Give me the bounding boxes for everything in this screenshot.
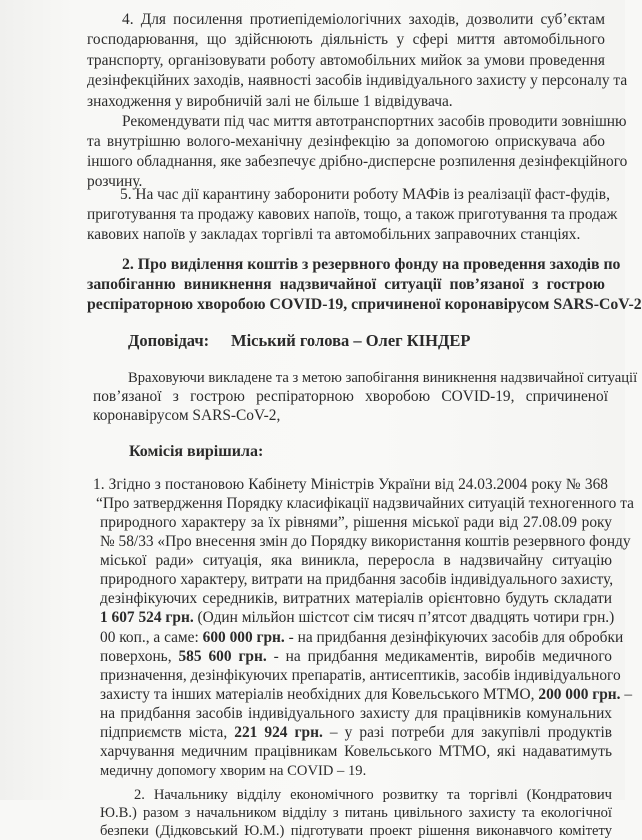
decided-label: Комісія вирішила: [129,443,264,460]
item1-line: 1. Згідно з постановою Кабінету Міністрів України від 24.03.2004 року № 368 [93,476,608,493]
line-text: - на придбання медикаментів, виробів медичного [266,648,612,665]
line-text: - на придбання дезінфікуючих засобів для обробки [284,629,624,646]
considering-line: Враховуючи викладене та з метою запобігання виникнення надзвичайної ситуації [128,370,638,386]
recommend-line: іншого обладнання, яке забезпечує дрібно-дисперсне розпилення дезінфекційного [87,153,628,170]
line-text: захисту та інших матеріалів необхідних для Ковельського МТМО, [100,686,539,703]
item1-line: дезінфікуючих середників, витратних матеріалів орієнтовно будуть складати [100,590,612,607]
considering-line: пов’язаної з гострою респіраторною хворобою COVID-19, спричиненої [93,388,608,405]
item1-line [100,609,615,627]
para4-line: знаходження у виробничій залі не більше 1 відвідувача. [87,93,453,110]
para4-line: 4. Для посилення протиепідеміологічних заходів, дозволити суб’єктам [122,11,605,28]
item1-line [100,648,612,666]
line-text: – [620,686,633,703]
item1-line: медичну допомогу хворим на COVID – 19. [100,763,367,779]
item1-line: “Про затвердження Порядку класифікації надзвичайних ситуацій техногенного та [96,495,634,512]
item1-line [100,686,633,704]
amount-medicines: 585 600 грн. [178,648,267,665]
item2-line: 2. Начальнику відділу економічного розвитку та торгівлі (Кондратович [134,787,612,803]
para4-line: дезінфекційних заходів, наявності засобів індивідуального захисту у персоналу та [87,72,628,89]
line-text: поверхонь, [100,648,179,665]
speaker-label: Доповідач: [128,331,210,350]
amount-ppe: 200 000 грн. [538,686,621,703]
item1-line: харчування медичним працівникам Ковельського МТМО, які надаватимуть [100,743,612,760]
item1-line: № 58/33 «Про внесення змін до Порядку використання коштів резервного фонду [100,533,631,550]
recommend-line: розчину. [87,173,143,190]
amount-total: 1 607 524 грн. [100,609,194,626]
para5-line: приготування та продажу кавових напоїв, тощо, а також приготування та продаж [87,206,618,223]
item1-line [100,629,624,647]
amount-disinfectants: 600 000 грн. [202,629,285,646]
speaker-name: Міський голова – Олег КІНДЕР [231,331,471,350]
section-heading-line: запобіганню виникнення надзвичайної ситуації пов’язаної з гострою [87,276,605,293]
recommend-line: та внутрішню волого-механічну дезінфекцію за допомогою оприскувача або [87,133,605,150]
para4-line: господарювання, що здійснюють діяльність у сфері миття автомобільного [87,31,605,48]
item2-line: безпеки (Дідковський Ю.М.) підготувати проект рішення виконавчого комітету [100,823,612,839]
item1-line: міської ради» ситуація, яка виникла, переросла в надзвичайну ситуацію [100,552,612,569]
line-text: – у разі потреби для закупівлі продуктів [322,724,612,741]
para4-line: транспорту, організовувати роботу автомобільних мийок за умови проведення [87,52,605,69]
item1-line: природного характеру, витрати на придбання засобів індивідуального захисту, [100,571,614,588]
item1-line: природного характеру за їх рівнями”, рішення міської ради від 27.08.09 року [100,514,612,531]
section-heading-line: респіраторною хворобою COVID-19, спричиненої коронавірусом SARS-CoV-2 [87,296,642,313]
considering-line: коронавірусом SARS-CoV-2, [93,407,281,424]
amount-words: (Один мільйон шістсот сім тисяч п’ятсот двадцять чотири грн.) [193,609,615,626]
section-heading-line: 2. Про виділення коштів з резервного фонду на проведення заходів по [122,256,621,273]
item2-line: Ю.В.) разом з начальником відділу з питань цивільного захисту та екологічної [100,805,612,821]
line-text: підприємств міста, [100,724,235,741]
item1-line: на придбання засобів індивідуального захисту для працівників комунальних [100,705,612,722]
amount-food: 221 924 грн. [234,724,323,741]
item1-line [100,724,612,742]
line-text: 00 коп., а саме: [100,629,203,646]
recommend-line: Рекомендувати під час миття автотранспортних засобів проводити зовнішню [122,113,627,130]
para5-line: кавових напоїв у закладах торгівлі та автомобільних заправочних станціях. [87,226,581,243]
para5-line: 5. На час дії карантину заборонити роботу МАФів із реалізації фаст-фудів, [120,186,610,203]
item1-line: призначення, дезінфікуючих препаратів, антисептиків, засобів індивідуального [100,667,621,684]
